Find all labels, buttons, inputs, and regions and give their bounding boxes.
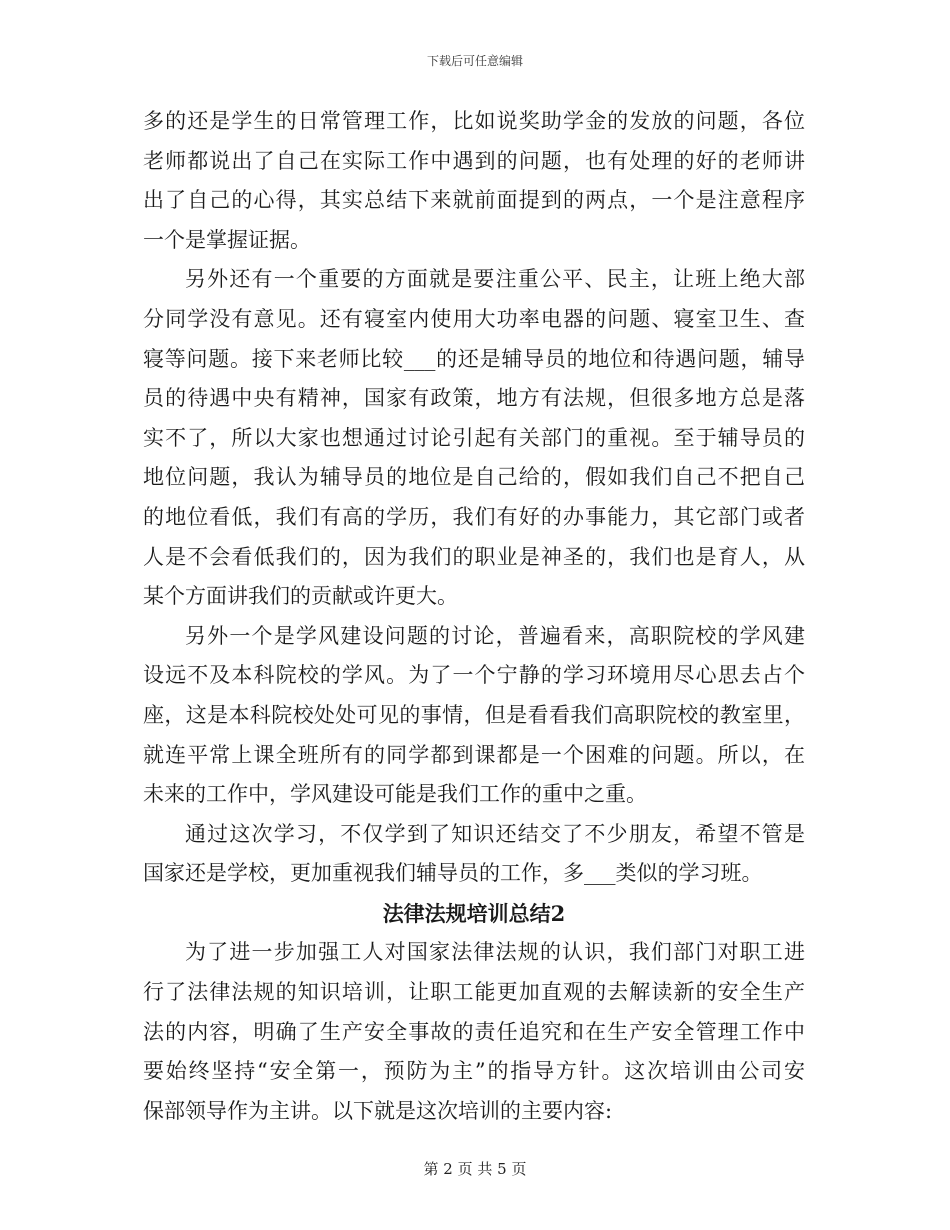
text-line: 为了进一步加强工人对国家法律法规的认识，我们部门对职工进 [185, 940, 805, 965]
text-line: 实不了，所以大家也想通过讨论引起有关部门的重视。至于辅导员的 [143, 425, 805, 450]
document-body [143, 102, 805, 1131]
text-line: 人是不会看低我们的，因为我们的职业是神圣的，我们也是育人，从 [143, 544, 805, 569]
text-line: 老师都说出了自己在实际工作中遇到的问题，也有处理的好的老师讲 [143, 148, 805, 173]
text-line: 保部领导作为主讲。以下就是这次培训的主要内容: [143, 1098, 613, 1123]
text-line: 一个是掌握证据。 [143, 227, 311, 252]
paragraph-1 [143, 102, 805, 260]
paragraph-2 [143, 260, 805, 616]
text-line: 的地位看低，我们有高的学历，我们有好的办事能力，其它部门或者 [143, 504, 805, 529]
text-line: 国家还是学校，更加重视我们辅导员的工作，多___类似的学习班。 [143, 861, 763, 886]
text-line: 设远不及本科院校的学风。为了一个宁静的学习环境用尽心思去占个 [143, 663, 805, 688]
text-line: 员的待遇中央有精神，国家有政策，地方有法规，但很多地方总是落 [143, 386, 805, 411]
text-line: 要始终坚持“安全第一，预防为主”的指导方针。这次培训由公司安 [143, 1059, 805, 1084]
text-line: 未来的工作中，学风建设可能是我们工作的重中之重。 [143, 782, 647, 807]
paragraph-3 [143, 617, 805, 815]
text-line: 地位问题，我认为辅导员的地位是自己给的，假如我们自己不把自己 [143, 465, 805, 490]
text-line: 就连平常上课全班所有的同学都到课都是一个困难的问题。所以，在 [143, 742, 805, 767]
text-line: 另外一个是学风建设问题的讨论，普遍看来，高职院校的学风建 [185, 623, 805, 648]
text-line: 某个方面讲我们的贡献或许更大。 [143, 584, 458, 609]
page-footer: 第 2 页 共 5 页 [423, 1160, 527, 1178]
section-title: 法律法规培训总结2 [382, 900, 566, 926]
text-line: 座，这是本科院校处处可见的事情，但是看看我们高职院校的教室里， [143, 702, 805, 727]
text-line: 寝等问题。接下来老师比较___的还是辅导员的地位和待遇问题，辅导 [143, 346, 805, 371]
paragraph-4 [143, 815, 805, 894]
text-line: 行了法律法规的知识培训，让职工能更加直观的去解读新的安全生产 [143, 980, 805, 1005]
text-line: 法的内容，明确了生产安全事故的责任追究和在生产安全管理工作中 [143, 1019, 805, 1044]
text-line: 分同学没有意见。还有寝室内使用大功率电器的问题、寝室卫生、查 [143, 306, 805, 331]
paragraph-5 [143, 933, 805, 1131]
text-line: 多的还是学生的日常管理工作，比如说奖助学金的发放的问题，各位 [143, 109, 805, 133]
text-line: 通过这次学习，不仅学到了知识还结交了不少朋友，希望不管是 [185, 821, 805, 846]
text-line: 另外还有一个重要的方面就是要注重公平、民主，让班上绝大部 [185, 267, 805, 292]
page-header: 下载后可任意编辑 [426, 54, 523, 68]
text-line: 出了自己的心得，其实总结下来就前面提到的两点，一个是注意程序 [143, 188, 805, 213]
